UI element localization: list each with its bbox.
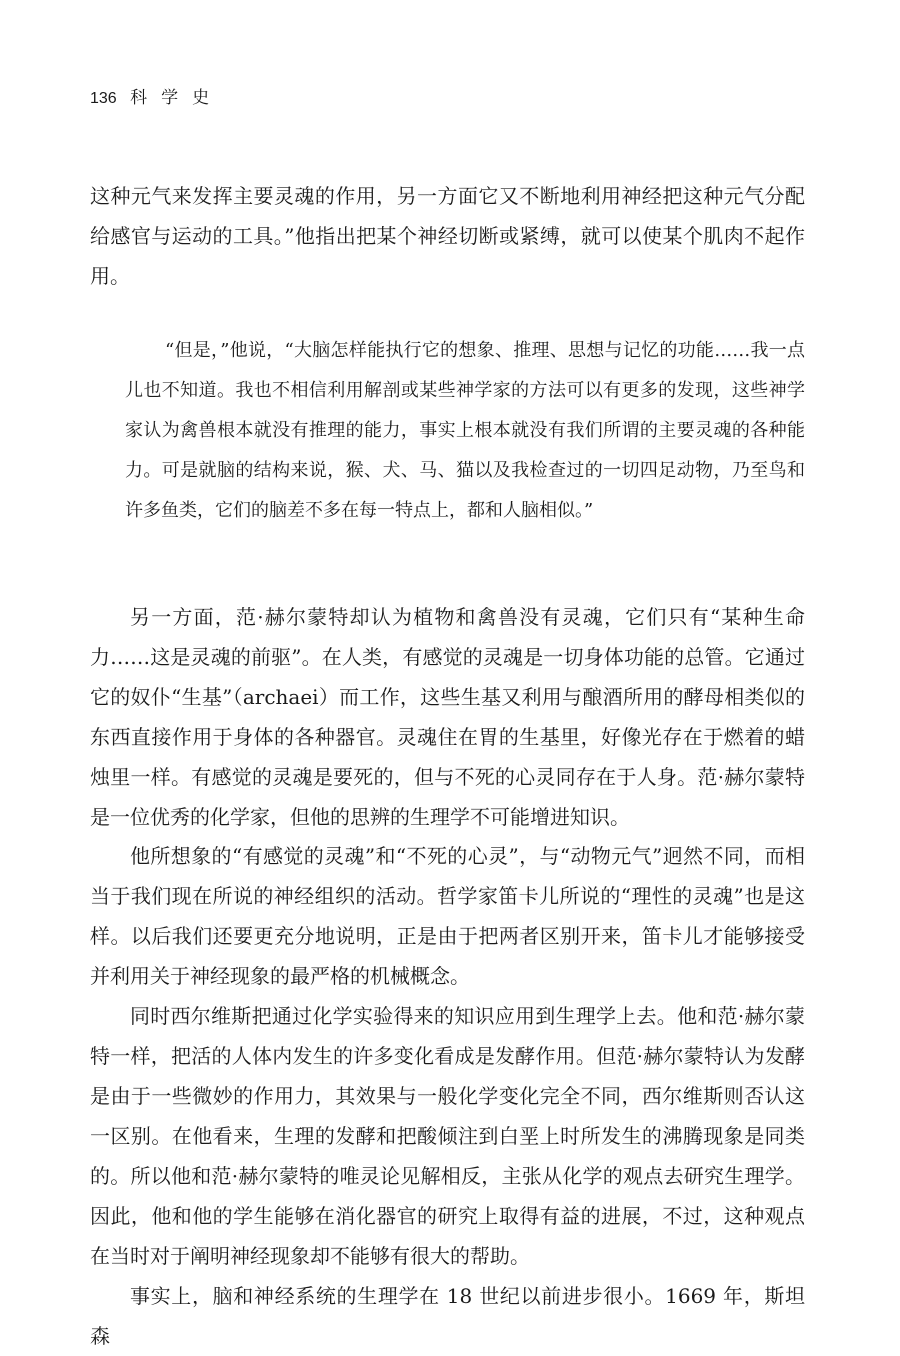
block-quote: “但是，”他说，“大脑怎样能执行它的想象、推理、思想与记忆的功能……我一点儿也不知道。我也不相信利用解剖或某些神学家的方法可以有更多的发现，这些神学家认为禽兽根本就没有推理的能力，事实上根本就没有我们所谓的主要灵魂的各种能力。可是就脑的结构来说，猴、犬、马、猫以及我检查过的一切四足动物，乃至鸟和许多鱼类，它们的脑差不多在每一特点上，都和人脑相似。” xyxy=(125,340,805,521)
book-title: 科学史 xyxy=(130,88,224,108)
paragraph: 他所想象的“有感觉的灵魂”和“不死的心灵”，与“动物元气”迥然不同，而相当于我们现在所说的神经组织的活动。哲学家笛卡儿所说的“理性的灵魂”也是这样。以后我们还要更充分地说明，正是由于把两者区别开来，笛卡儿才能够接受并利用关于神经现象的最严格的机械概念。 xyxy=(90,844,805,988)
paragraph: 同时西尔维斯把通过化学实验得来的知识应用到生理学上去。他和范·赫尔蒙特一样，把活的人体内发生的许多变化看成是发酵作用。但范·赫尔蒙特认为发酵是由于一些微妙的作用力，其效果与一般化学变化完全不同，西尔维斯则否认这一区别。在他看来，生理的发酵和把酸倾注到白垩上时所发生的沸腾现象是同类的。所以他和范·赫尔蒙特的唯灵论见解相反，主张从化学的观点去研究生理学。因此，他和他的学生能够在消化器官的研究上取得有益的进展，不过，这种观点在当时对于阐明神经现象却不能够有很大的帮助。 xyxy=(90,1004,805,1268)
paragraph-continuation: 这种元气来发挥主要灵魂的作用，另一方面它又不断地利用神经把这种元气分配给感官与运动的工具。”他指出把某个神经切断或紧缚，就可以使某个肌肉不起作用。 xyxy=(90,184,805,288)
page-number: 136 xyxy=(90,90,117,107)
paragraph: 另一方面，范·赫尔蒙特却认为植物和禽兽没有灵魂，它们只有“某种生命力……这是灵魂的前驱”。在人类，有感觉的灵魂是一切身体功能的总管。它通过它的奴仆“生基”（archaei）而工作，这些生基又利用与酿酒所用的酵母相类似的东西直接作用于身体的各种器官。灵魂住在胃的生基里，好像光存在于燃着的蜡烛里一样。有感觉的灵魂是要死的，但与不死的心灵同存在于人身。范·赫尔蒙特是一位优秀的化学家，但他的思辨的生理学不可能增进知识。 xyxy=(90,605,805,829)
running-header xyxy=(90,86,223,111)
paragraph: 事实上，脑和神经系统的生理学在 18 世纪以前进步很小。1669 年，斯坦森 xyxy=(90,1284,805,1348)
